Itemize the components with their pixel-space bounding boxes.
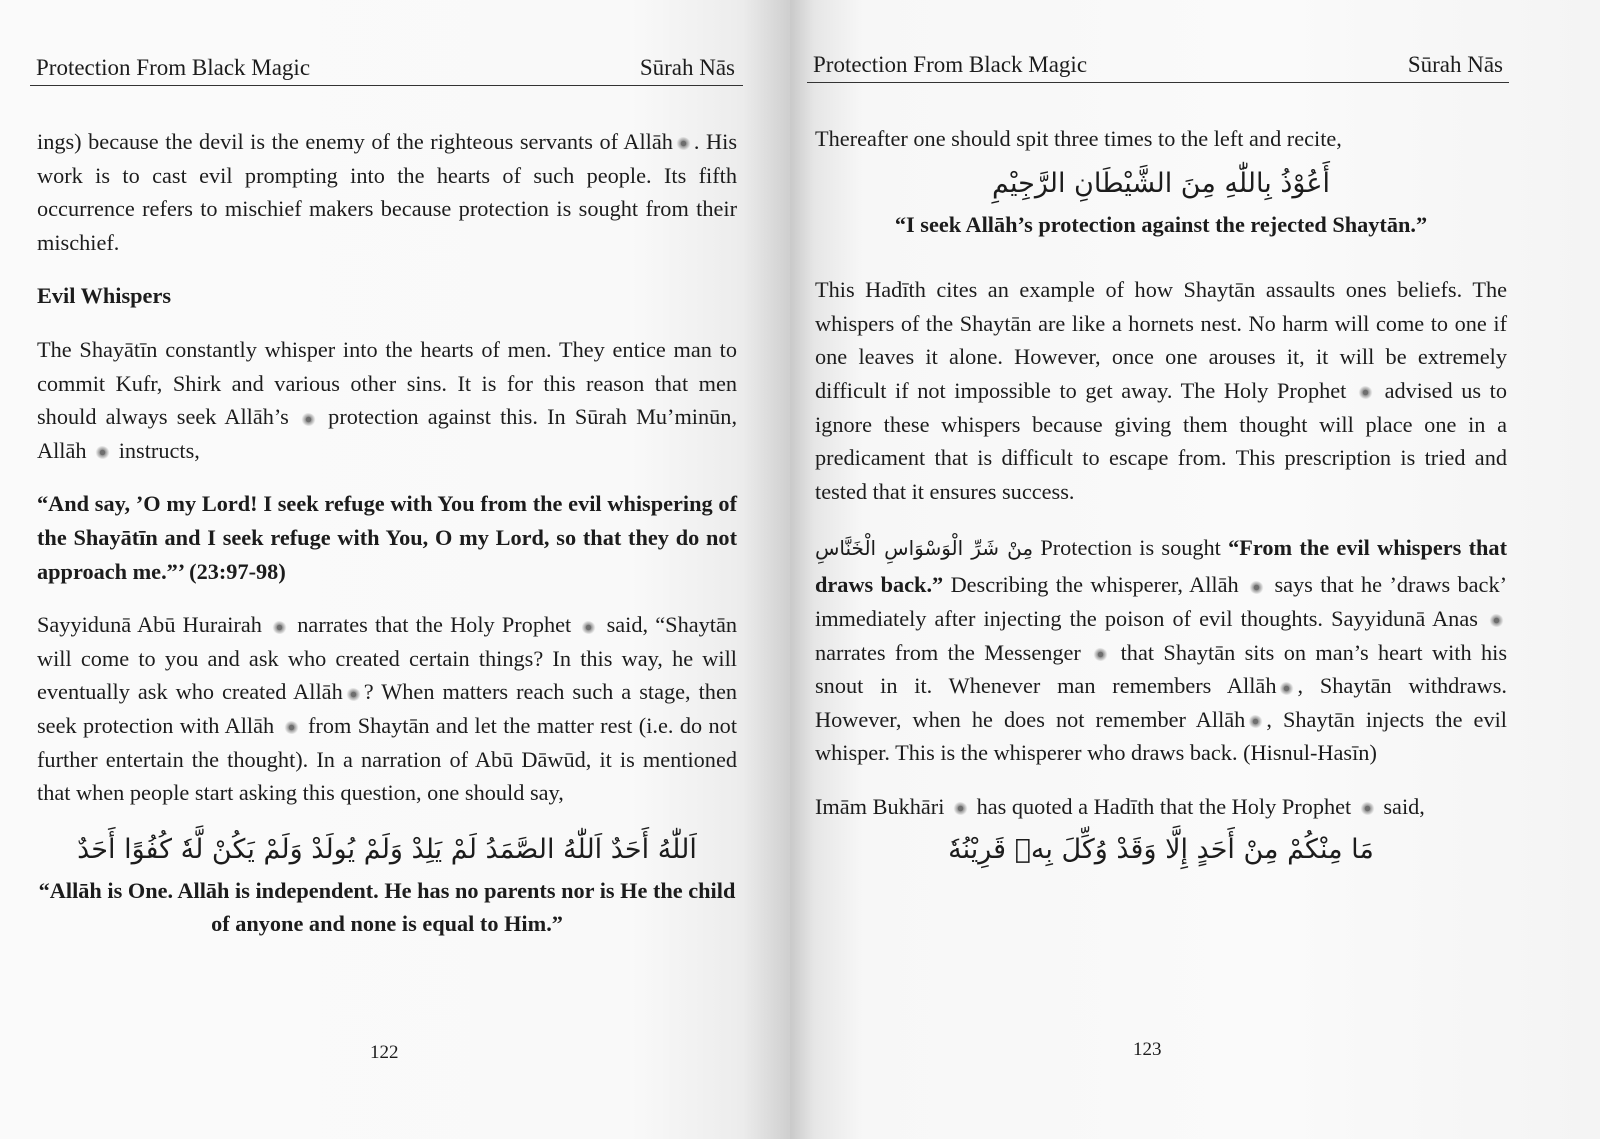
header-book-title: Protection From Black Magic: [813, 52, 1088, 77]
honorific-icon: [1248, 715, 1263, 728]
page-number-left: 122: [370, 1042, 399, 1063]
honorific-icon: [953, 802, 968, 815]
honorific-icon: [1358, 386, 1373, 399]
paragraph: مِنْ شَرِّ الْوَسْوَاسِ الْخَنَّاسِ Protection is sought “From the evil whispers that draws back.” Describing the whisperer, Allāh says that he ’draws back’ immediately after injecting the poison of evil thoughts. Sayyidunā Anas narrates from the Messenger that Shaytān sits on man’s heart with his snout in it. Whenever man remembers Allāh , Shaytān withdraws. However, when he does not remember Allāh , Shaytān injects the evil whisper. This is the whisperer who draws back. (Hisnul-Hasīn): [815, 535, 1508, 766]
running-header-left: [30, 50, 743, 86]
page-number-right: 123: [1133, 1039, 1162, 1060]
honorific-icon: [1249, 581, 1264, 594]
honorific-icon: [95, 446, 110, 459]
header-chapter: Sūrah Nās: [639, 55, 735, 80]
page-body-right: [815, 122, 1507, 874]
paragraph: ings) because the devil is the enemy of the righteous servants of Allāh . His work is to cast evil prompting into the hearts of such people. Its fifth occurrence refers to mischief makers because protection is sought from their mischief.: [37, 129, 737, 255]
arabic-verse: اَللّٰهُ أَحَدٌ اَللّٰهُ الصَّمَدُ لَمْ يَلِدْ وَلَمْ يُولَدْ وَلَمْ يَكُنْ لَّهٗ كُفُوًا أَحَدٌ: [77, 833, 697, 865]
honorific-icon: [581, 621, 596, 634]
arabic-inline-phrase: مِنْ شَرِّ الْوَسْوَاسِ الْخَنَّاسِ: [815, 536, 1034, 561]
header-chapter: Sūrah Nās: [1407, 52, 1503, 77]
honorific-icon: [272, 621, 287, 634]
honorific-icon: [1279, 682, 1294, 695]
running-header-right: [807, 47, 1509, 83]
paragraph: This Hadīth cites an example of how Shaytān assaults ones beliefs. The whispers of the Shaytān are like a hornets nest. No harm will come to one if one leaves it alone. However, once one arouses it, it will be extremely difficult if not impossible to get away. The Holy Prophet advised us to ignore these whispers because giving them thought will place one in a predicament that is difficult to escape from. This prescription is tried and tested that it ensures success.: [815, 277, 1508, 504]
honorific-icon: [301, 413, 316, 426]
right-page: [790, 0, 1600, 1139]
honorific-icon: [1093, 648, 1108, 661]
arabic-hadith: مَا مِنْكُمْ مِنْ أَحَدٍ إِلَّا وَقَدْ وُكِّلَ بِهٖ قَرِيْنُهٗ: [948, 833, 1374, 865]
honorific-icon: [676, 137, 691, 150]
header-book-title: Protection From Black Magic: [36, 55, 311, 80]
paragraph: The Shayātīn constantly whisper into the hearts of men. They entice man to commit Kufr, Shirk and various other sins. It is for this reason that men should always seek Allāh’s protection against this. In Sūrah Mu’minūn, Allāh instructs,: [37, 336, 738, 463]
paragraph: Sayyidunā Abū Hurairah narrates that the Holy Prophet said, “Shaytān will come to you and ask who created certain things? In this way, he will eventually ask who created Allāh ? When matters reach such a stage, then seek protection with Allāh from Shaytān and let the matter rest (i.e. do not further entertain the thought). In a narration of Abū Dāwūd, it is mentioned that when people start asking this question, one should say,: [37, 612, 738, 806]
page-body-left: [37, 125, 737, 961]
arabic-verse: أَعُوْذُ بِاللّٰهِ مِنَ الشَّيْطَانِ الرَّجِيْمِ: [992, 167, 1330, 199]
paragraph: Thereafter one should spit three times to the left and recite,: [815, 126, 1342, 151]
section-heading: Evil Whispers: [37, 283, 172, 309]
honorific-icon: [1360, 802, 1375, 815]
honorific-icon: [346, 688, 361, 701]
quran-quote: “And say, ’O my Lord! I seek refuge with You from the evil whispering of the Shayātīn and I seek refuge with You, O my Lord, so that they do not approach me.”’ (23:97-98): [37, 491, 737, 584]
honorific-icon: [1489, 614, 1504, 627]
left-page: [0, 0, 790, 1139]
honorific-icon: [284, 721, 299, 734]
paragraph: Imām Bukhāri has quoted a Hadīth that the Holy Prophet said,: [815, 793, 1425, 819]
verse-translation: “Allāh is One. Allāh is independent. He has no parents nor is He the child of anyone and none is equal to Him.”: [38, 877, 736, 937]
verse-translation: “I seek Allāh’s protection against the rejected Shaytān.”: [894, 211, 1428, 237]
